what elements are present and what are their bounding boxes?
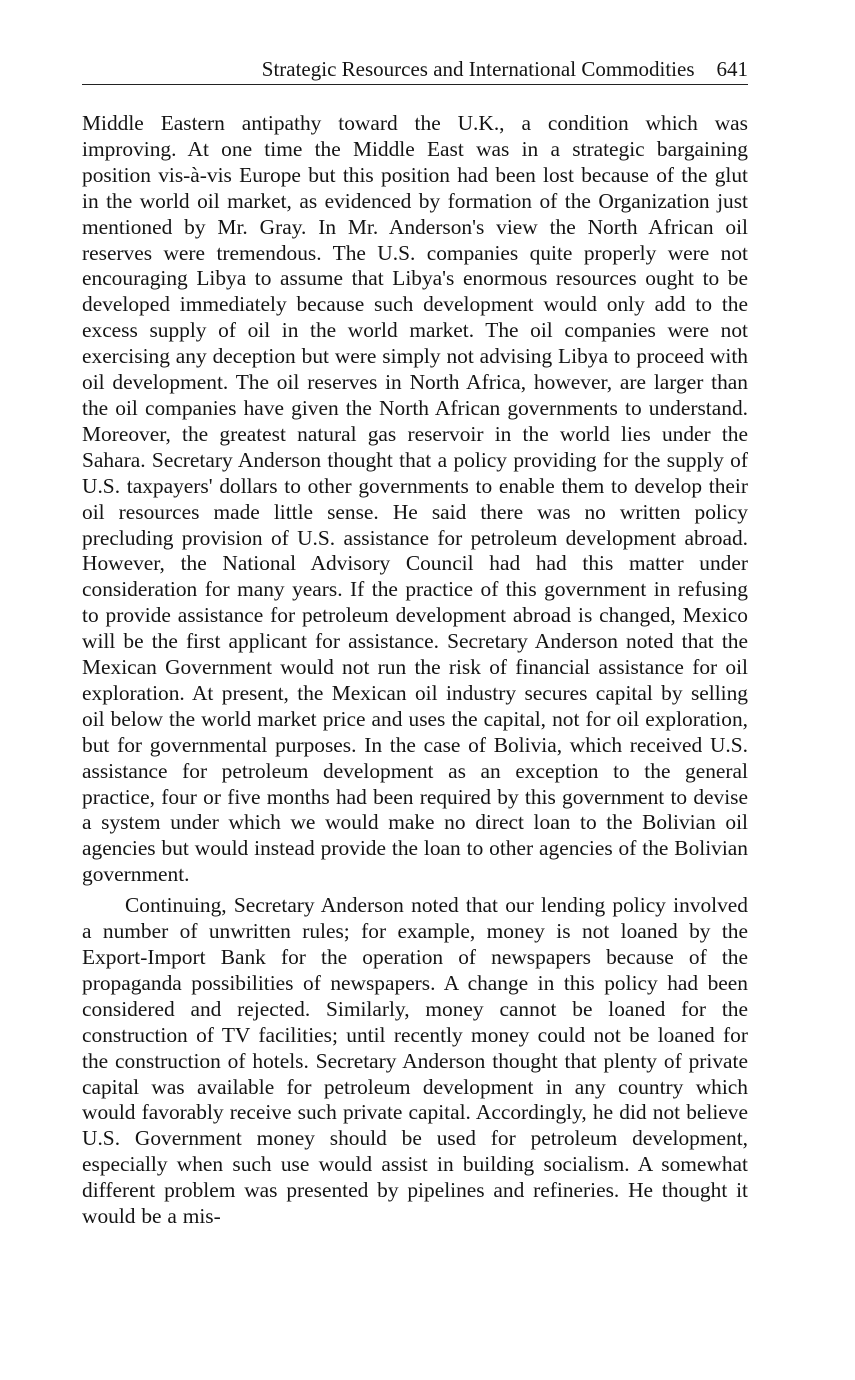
- body-text: [82, 111, 748, 1230]
- page-number: 641: [716, 57, 748, 81]
- paragraph-2: Continuing, Secretary Anderson noted that our lending policy involved a number of unwritten rules; for example, money is not loaned by the Export-Import Bank for the operation of newspapers because of the propaganda possibilities of newspapers. A change in this policy had been considered and rejected. Similarly, money cannot be loaned for the construction of TV facilities; until recently money could not be loaned for the construction of hotels. Secretary Anderson thought that plenty of private capital was available for petroleum development in any country which would favorably receive such private capital. Accordingly, he did not believe U.S. Government money should be used for petroleum development, especially when such use would assist in building socialism. A somewhat different problem was presented by pipelines and refineries. He thought it would be a mis-: [82, 893, 748, 1229]
- running-head: [82, 56, 748, 85]
- document-page: [82, 56, 748, 1230]
- running-head-title: Strategic Resources and International Commodities: [261, 57, 695, 81]
- paragraph-1: Middle Eastern antipathy toward the U.K., a condition which was improving. At one time the Middle East was in a strategic bargaining position vis-à-vis Europe but this position had been lost because of the glut in the world oil market, as evidenced by formation of the Organization just mentioned by Mr. Gray. In Mr. Anderson's view the North African oil reserves were tremendous. The U.S. companies quite properly were not encouraging Libya to assume that Libya's enormous resources ought to be developed immediately because such development would only add to the excess supply of oil in the world market. The oil companies were not exercising any deception but were simply not advising Libya to proceed with oil development. The oil reserves in North Africa, however, are larger than the oil companies have given the North African governments to understand. Moreover, the greatest natural gas reservoir in the world lies under the Sahara. Secretary Anderson thought that a policy providing for the supply of U.S. taxpayers' dollars to other governments to enable them to develop their oil resources made little sense. He said there was no written policy precluding provision of U.S. assistance for petroleum development abroad. However, the National Advisory Council had had this matter under consideration for many years. If the practice of this government in refusing to provide assistance for petroleum development abroad is changed, Mexico will be the first applicant for assistance. Secretary Anderson noted that the Mexican Government would not run the risk of financial assistance for oil exploration. At present, the Mexican oil industry secures capital by selling oil below the world market price and uses the capital, not for oil exploration, but for governmental purposes. In the case of Bolivia, which received U.S. assistance for petroleum development as an exception to the general practice, four or five months had been required by this government to devise a system under which we would make no direct loan to the Bolivian oil agencies but would instead provide the loan to other agencies of the Bolivian government.: [82, 111, 748, 887]
